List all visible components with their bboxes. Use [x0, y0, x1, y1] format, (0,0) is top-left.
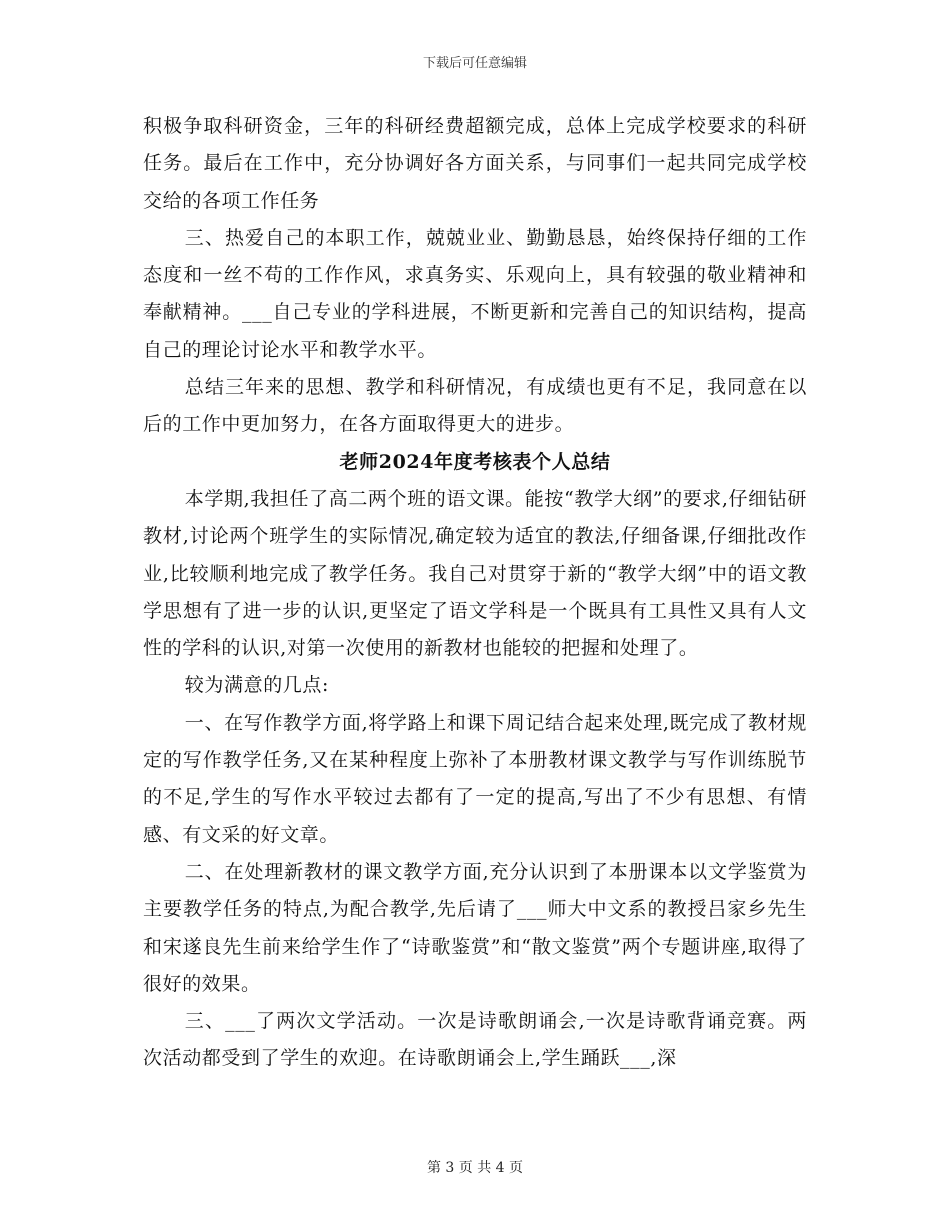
paragraph-satisfied-points: 较为满意的几点:: [184, 674, 329, 697]
paragraph-semester-intro: 本学期,我担任了高二两个班的语文课。能按“教学大纲”的要求,仔细钻研教材,讨论两个班学生的实际情况,确定较为适宜的教法,仔细备课,仔细批改作业,比较顺利地完成了教学任务。我自己对贯穿于新的“教学大纲”中的语文教学思想有了进一步的认识,更坚定了语文学科是一个既具有工具性又具有人文性的学科的认识,对第一次使用的新教材也能较的把握和处理了。: [143, 487, 807, 660]
paragraph-point-three-activities: 三、___了两次文学活动。一次是诗歌朗诵会,一次是诗歌背诵竞赛。两次活动都受到了学生的欢迎。在诗歌朗诵会上,学生踊跃___,深: [143, 1010, 807, 1070]
page-number: 第 3 页 共 4 页: [426, 1160, 524, 1176]
paragraph-point-one-writing: 一、在写作教学方面,将学路上和课下周记结合起来处理,既完成了教材规定的写作教学任务,又在某种程度上弥补了本册教材课文教学与写作训练脱节的不足,学生的写作水平较过去都有了一定的提高,写出了不少有思想、有情感、有文采的好文章。: [143, 711, 807, 846]
paragraph-research-funding: 积极争取科研资金，三年的科研经费超额完成，总体上完成学校要求的科研任务。最后在工作中，充分协调好各方面关系，与同事们一起共同完成学校交给的各项工作任务: [143, 115, 807, 212]
page-header: 下载后可任意编辑: [422, 56, 527, 71]
section-title: 老师2024年度考核表个人总结: [339, 450, 611, 473]
paragraph-point-three-dedication: 三、热爱自己的本职工作，兢兢业业、勤勤恳恳，始终保持仔细的工作态度和一丝不苟的工作作风，求真务实、乐观向上，具有较强的敬业精神和奉献精神。___自己专业的学科进展，不断更新和完善自己的知识结构，提高自己的理论讨论水平和教学水平。: [143, 226, 807, 361]
document-body: [143, 108, 807, 1078]
paragraph-point-two-textbook: 二、在处理新教材的课文教学方面,充分认识到了本册课本以文学鉴赏为主要教学任务的特点,为配合教学,先后请了___师大中文系的教授吕家乡先生和宋遂良先生前来给学生作了“诗歌鉴赏”和“散文鉴赏”两个专题讲座,取得了很好的效果。: [143, 860, 807, 995]
paragraph-three-year-summary: 总结三年来的思想、教学和科研情况，有成绩也更有不足，我同意在以后的工作中更加努力，在各方面取得更大的进步。: [143, 376, 807, 436]
